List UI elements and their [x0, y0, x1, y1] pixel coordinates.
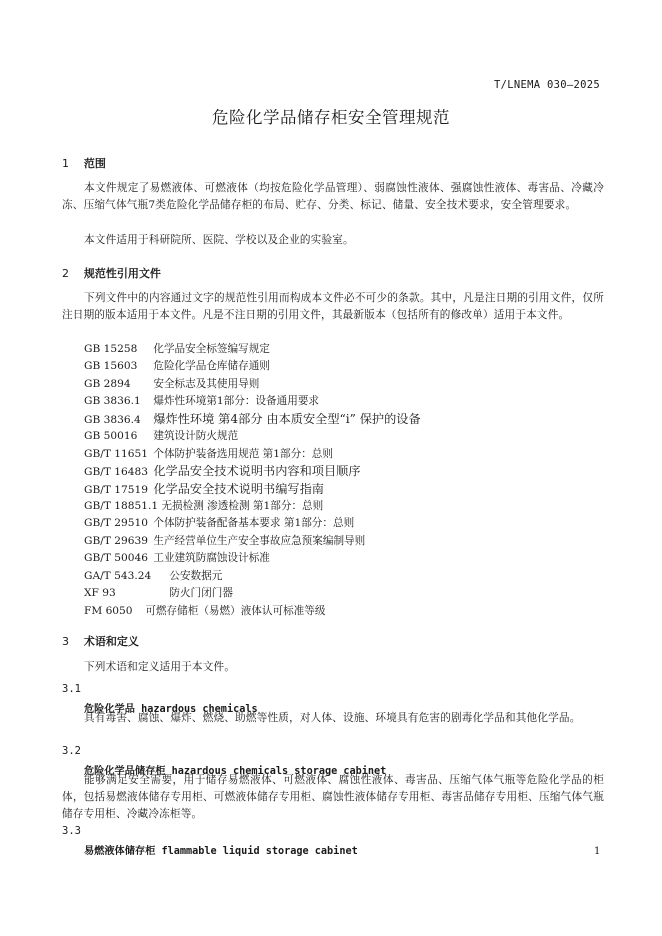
term-name: 易燃液体储存柜 flammable liquid storage cabinet — [84, 846, 358, 857]
reference-title: 防火门闭门器 — [169, 587, 233, 600]
reference-title: 化学品安全标签编写规定 — [153, 343, 270, 355]
reference-code: GB/T 17519 — [84, 483, 148, 496]
reference-item — [84, 376, 421, 393]
reference-code: GB/T 18851.1 — [84, 499, 159, 512]
reference-item — [84, 603, 421, 620]
reference-item — [84, 411, 421, 428]
reference-item — [84, 585, 421, 602]
reference-item — [84, 446, 421, 463]
reference-item — [84, 481, 421, 498]
reference-code: GB/T 16483 — [84, 466, 148, 479]
reference-title: 化学品安全技术说明书编写指南 — [153, 481, 324, 496]
term-name: 危险化学品储存柜 hazardous chemicals storage cabinet — [84, 766, 387, 777]
document-id: T/LNEMA 030—2025 — [494, 79, 600, 91]
reference-title: 化学品安全技术说明书内容和项目顺序 — [153, 464, 361, 479]
reference-item — [84, 428, 421, 445]
section-number: 3 — [62, 635, 69, 648]
reference-item — [84, 341, 421, 358]
reference-title: 建筑设计防火规范 — [153, 430, 239, 443]
section-number: 2 — [62, 267, 69, 280]
reference-title: 无损检测 渗透检测 第1部分：总则 — [161, 499, 324, 512]
reference-code: GB 15603 — [84, 360, 138, 373]
page-title: 危险化学品储存柜安全管理规范 — [212, 108, 450, 127]
section-2-heading — [62, 265, 161, 281]
reference-item — [84, 463, 421, 480]
reference-code: GB 50016 — [84, 430, 138, 443]
section-1-heading — [62, 155, 106, 171]
reference-title: 个体防护装备选用规范 第1部分：总则 — [153, 447, 333, 460]
section-title: 术语和定义 — [83, 635, 139, 648]
section-number: 1 — [62, 157, 69, 170]
reference-code: GB/T 29639 — [84, 534, 148, 547]
term-definition: 具有毒害、腐蚀、爆炸、燃烧、助燃等性质，对人体、设施、环境具有危害的剧毒化学品和其他化学品。 — [84, 712, 581, 724]
reference-title: 工业建筑防腐蚀设计标准 — [153, 552, 270, 565]
scope-paragraph-2: 本文件适用于科研院所、医院、学校以及企业的实验室。 — [84, 234, 354, 246]
page-number: 1 — [594, 846, 601, 857]
reference-title: 爆炸性环境 第4部分 由本质安全型“i” 保护的设备 — [153, 411, 421, 426]
reference-title: 可燃存储柜（易燃）液体认可标准等级 — [145, 604, 326, 617]
scope-paragraph-1: 本文件规定了易燃液体、可燃液体（均按危险化学品管理）、弱腐蚀性液体、强腐蚀性液体、毒害品、冷藏冷冻、压缩气体气瓶7类危险化学品储存柜的布局、贮存、分类、标记、储量、安全技术要求，安全管理要求。 — [62, 182, 604, 212]
references-intro-paragraph: 下列文件中的内容通过文字的规范性引用而构成本文件必不可少的条款。其中，凡是注日期的引用文件，仅所注日期的版本适用于本文件。凡是不注日期的引用文件，其最新版本（包括所有的修改单）适用于本文件。 — [62, 292, 604, 322]
reference-title: 个体防护装备配备基本要求 第1部分：总则 — [153, 517, 355, 530]
reference-code: GA/T 543.24 — [84, 569, 152, 582]
reference-title: 公安数据元 — [169, 569, 223, 582]
reference-code: GB/T 11651 — [84, 447, 148, 460]
term-number: 3.2 — [62, 745, 81, 757]
reference-code: GB 3836.4 — [84, 413, 141, 426]
section-title: 范围 — [83, 157, 106, 170]
reference-title: 生产经营单位生产安全事故应急预案编制导则 — [153, 534, 366, 547]
reference-item — [84, 393, 421, 410]
reference-item — [84, 498, 421, 515]
reference-code: GB 3836.1 — [84, 395, 141, 408]
section-title: 规范性引用文件 — [83, 267, 161, 280]
reference-code: XF 93 — [84, 587, 116, 600]
reference-title: 危险化学品仓库储存通则 — [153, 360, 270, 373]
reference-code: FM 6050 — [84, 604, 133, 617]
reference-item — [84, 533, 421, 550]
reference-code: GB/T 29510 — [84, 517, 148, 530]
reference-item — [84, 568, 421, 585]
reference-item — [84, 358, 421, 375]
section-3-heading — [62, 633, 139, 649]
reference-title: 安全标志及其使用导则 — [153, 377, 260, 390]
terms-intro-paragraph: 下列术语和定义适用于本文件。 — [84, 661, 236, 673]
term-number: 3.1 — [62, 683, 81, 695]
normative-references-list — [84, 341, 421, 620]
reference-item — [84, 550, 421, 567]
reference-code: GB/T 50046 — [84, 552, 148, 565]
reference-code: GB 2894 — [84, 377, 131, 390]
term-number: 3.3 — [62, 825, 81, 837]
reference-item — [84, 515, 421, 532]
reference-title: 爆炸性环境第1部分：设备通用要求 — [153, 395, 320, 408]
term-definition: 能够满足安全需要，用于储存易燃液体、可燃液体、腐蚀性液体、毒害品、压缩气体气瓶等危险化学品的柜体，包括易燃液体储存专用柜、可燃液体储存专用柜、腐蚀性液体储存专用柜、毒害品储存专用柜、压缩气体气瓶储存专用柜、冷藏冷冻柜等。 — [62, 774, 604, 821]
term-name: 危险化学品 hazardous chemicals — [84, 704, 258, 715]
reference-code: GB 15258 — [84, 343, 138, 355]
